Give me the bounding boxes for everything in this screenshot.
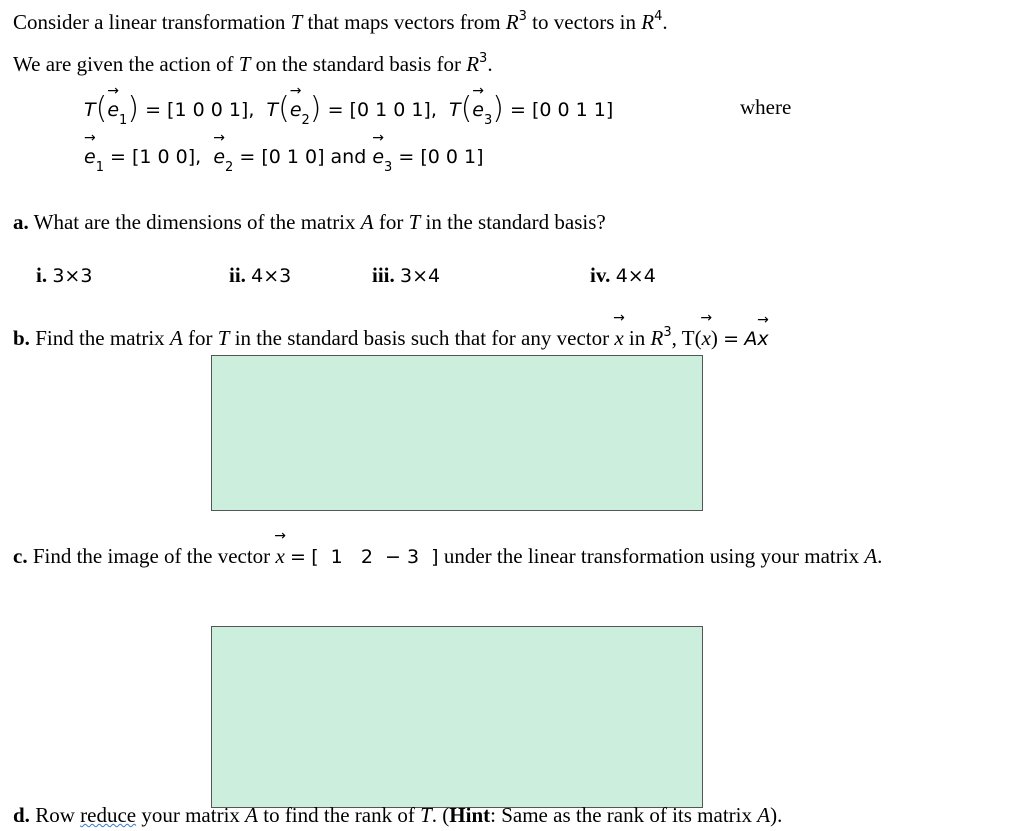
intro-text: We are given the action of — [13, 52, 239, 76]
symbol-a: A — [169, 326, 183, 350]
vector-x: → x — [702, 328, 711, 349]
question-text: Find the matrix — [29, 326, 170, 350]
punctuation: . — [662, 10, 668, 34]
symbol-t: T — [217, 326, 230, 350]
question-text: ) — [710, 326, 718, 350]
question-d — [13, 805, 782, 826]
basis-vector-3: [0 0 1] — [420, 146, 484, 168]
spellcheck-word: reduce — [80, 803, 137, 827]
symbol-t: T — [408, 210, 421, 234]
symbol-r: R — [466, 52, 480, 76]
symbol-t: T — [238, 52, 251, 76]
question-text: What are the dimensions of the matrix — [28, 210, 361, 234]
equals-sign: = — [239, 146, 256, 168]
equals-sign: = — [398, 146, 415, 168]
punctuation: ). — [770, 803, 783, 827]
symbol-t: T — [448, 99, 461, 121]
subscript: 3 — [484, 113, 493, 128]
option-value: 3×3 — [52, 265, 93, 287]
question-c — [13, 546, 882, 567]
option-value: 4×3 — [251, 265, 292, 287]
answer-box-c[interactable] — [211, 626, 703, 808]
mapping-line — [84, 91, 614, 128]
question-text: Find the image of the vector — [27, 544, 276, 568]
intro-line-2 — [13, 51, 493, 76]
subscript: 2 — [301, 113, 310, 128]
vector-e: → e — [472, 101, 484, 120]
equals-sign: = — [327, 99, 344, 121]
intro-text: that maps vectors from — [302, 10, 506, 34]
question-text: in — [623, 326, 651, 350]
ax-expression: A→ x — [744, 328, 768, 350]
equals-sign: = — [145, 99, 161, 121]
option-i[interactable] — [36, 265, 92, 286]
question-label: b. — [13, 326, 30, 350]
vector-e: → e — [107, 101, 119, 120]
question-text: under the linear transformation using your matrix — [438, 544, 865, 568]
equals-sign: = — [110, 146, 126, 168]
question-text: to find the rank of — [257, 803, 421, 827]
symbol-t: T — [84, 99, 96, 121]
paren: ( — [278, 91, 290, 126]
option-label: iii. — [372, 263, 395, 287]
option-ii[interactable] — [229, 265, 291, 286]
punctuation: . — [877, 544, 883, 568]
vector-x: → x — [614, 328, 623, 349]
exponent: 3 — [518, 9, 527, 24]
vector-x: → x — [275, 546, 284, 567]
symbol-a: A — [757, 803, 771, 827]
image-vector-1: [1 0 0 1], — [167, 99, 255, 121]
where-label: where — [740, 95, 792, 119]
option-label: i. — [36, 263, 48, 287]
question-text: . ( — [431, 803, 450, 827]
option-iv[interactable] — [590, 265, 656, 286]
symbol-a: A — [864, 544, 878, 568]
subscript: 2 — [225, 160, 234, 175]
question-b — [13, 325, 769, 350]
question-text: in the standard basis? — [420, 210, 606, 234]
symbol-r: R — [641, 10, 655, 34]
vector-e: → e — [372, 148, 384, 167]
image-vector-2: [0 1 0 1], — [349, 99, 437, 121]
vector-e: → e — [84, 148, 96, 167]
question-text: Row — [29, 803, 81, 827]
question-text: for — [373, 210, 409, 234]
question-text: for — [182, 326, 218, 350]
symbol-t: T — [290, 10, 303, 34]
question-text: : Same as the rank of its matrix — [490, 803, 758, 827]
vector-e: → e — [290, 101, 302, 120]
option-iii[interactable] — [372, 265, 440, 286]
image-vector-3: [0 0 1 1] — [532, 99, 614, 121]
basis-line — [84, 146, 484, 175]
intro-line-1 — [13, 9, 668, 34]
question-label: d. — [13, 803, 30, 827]
option-label: ii. — [229, 263, 246, 287]
intro-text: Consider a linear transformation — [13, 10, 291, 34]
option-value: 3×4 — [400, 265, 441, 287]
option-value: 4×4 — [615, 265, 656, 287]
question-label: a. — [13, 210, 29, 234]
symbol-r: R — [505, 10, 519, 34]
hint-label: Hint — [449, 803, 491, 827]
paren: ) — [492, 91, 504, 126]
punctuation: . — [487, 52, 493, 76]
input-vector: [ 1 2 − 3 ] — [311, 546, 439, 568]
paren: ) — [309, 91, 322, 126]
answer-box-b[interactable] — [211, 355, 703, 511]
symbol-a: A — [360, 210, 374, 234]
option-label: iv. — [590, 263, 611, 287]
vector-e: → e — [213, 148, 225, 167]
subscript: 3 — [384, 160, 393, 175]
basis-vector-2: [0 1 0] and — [261, 146, 367, 168]
equals-sign: = — [290, 546, 306, 568]
paren: ) — [127, 91, 140, 126]
subscript: 1 — [95, 160, 104, 175]
equals-sign: = — [723, 328, 740, 350]
symbol-t: T — [266, 99, 279, 121]
equals-sign: = — [510, 99, 526, 121]
subscript: 1 — [119, 113, 128, 128]
symbol-a: A — [245, 803, 258, 827]
question-text: , T( — [671, 326, 702, 350]
question-text: in the standard basis such that for any vector — [229, 326, 615, 350]
question-text: your matrix — [136, 803, 246, 827]
symbol-t: T — [420, 803, 432, 827]
question-label: c. — [13, 544, 28, 568]
question-a — [13, 212, 606, 233]
basis-vector-1: [1 0 0], — [132, 146, 202, 168]
exponent: 4 — [654, 9, 663, 24]
symbol-r: R — [650, 326, 664, 350]
paren: ( — [95, 91, 108, 126]
intro-text: on the standard basis for — [250, 52, 467, 76]
exponent: 3 — [663, 325, 672, 340]
paren: ( — [460, 91, 473, 126]
exponent: 3 — [479, 51, 488, 66]
intro-text: to vectors in — [526, 10, 642, 34]
